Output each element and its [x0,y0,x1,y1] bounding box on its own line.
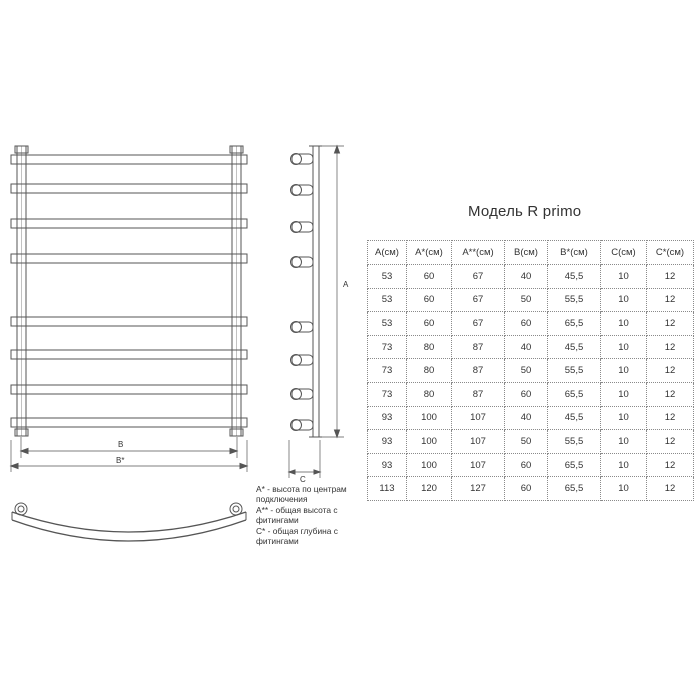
table-cell: 45,5 [548,406,601,430]
table-cell: 67 [452,265,505,289]
table-cell: 45,5 [548,335,601,359]
table-cell: 40 [505,335,548,359]
crossbar [11,418,247,427]
table-cell: 67 [452,312,505,336]
table-cell: 93 [368,406,407,430]
legend-item [256,526,366,547]
table-cell: 53 [368,265,407,289]
table-cell: 12 [647,335,694,359]
table-cell: 100 [407,430,452,454]
table-body [368,265,694,501]
table-row [368,382,694,406]
spec-table [367,240,694,501]
table-cell: 60 [505,382,548,406]
table-row [368,265,694,289]
legend-symbol: A** [256,504,269,515]
table-cell: 87 [452,382,505,406]
table-cell: 12 [647,312,694,336]
table-cell: 100 [407,453,452,477]
table-cell: 12 [647,453,694,477]
column-header: A*(см) [407,241,452,265]
legend-text: - общая глубина с фитингами [256,525,338,547]
table-cell: 10 [601,359,647,383]
table-cell: 60 [505,312,548,336]
table-row [368,312,694,336]
table-header-row [368,241,694,265]
table-cell: 87 [452,335,505,359]
table-row [368,406,694,430]
table-cell: 60 [407,288,452,312]
table-cell: 10 [601,406,647,430]
table-cell: 50 [505,430,548,454]
table-cell: 12 [647,430,694,454]
table-cell: 12 [647,265,694,289]
column-header: A(см) [368,241,407,265]
table-cell: 107 [452,430,505,454]
table-cell: 120 [407,477,452,501]
column-header: C(см) [601,241,647,265]
table-cell: 53 [368,288,407,312]
table-cell: 127 [452,477,505,501]
label-b: B [118,440,124,449]
table-row [368,335,694,359]
legend-symbol: A* [256,484,265,494]
table-cell: 93 [368,453,407,477]
table-cell: 80 [407,335,452,359]
table-cell: 60 [407,312,452,336]
table-cell: 10 [601,382,647,406]
crossbar [11,254,247,263]
model-title: Модель R primo [468,203,582,220]
table-cell: 10 [601,430,647,454]
table-cell: 10 [601,265,647,289]
table-cell: 100 [407,406,452,430]
crossbar [11,184,247,193]
table-cell: 67 [452,288,505,312]
table-cell: 40 [505,265,548,289]
table-cell: 65,5 [548,382,601,406]
label-b-star: B* [116,456,125,465]
column-header: A**(см) [452,241,505,265]
label-a: A [343,280,349,289]
table-cell: 50 [505,288,548,312]
table-cell: 73 [368,335,407,359]
crossbar [11,385,247,394]
side-bar-ends [291,154,314,431]
table-row [368,359,694,383]
table-cell: 12 [647,406,694,430]
crossbars [11,155,247,427]
label-c: C [300,475,306,484]
dimension-b [21,437,237,458]
legend-item [256,505,366,526]
table-cell: 80 [407,359,452,383]
table-cell: 107 [452,406,505,430]
legend-symbol: C* [256,525,266,536]
table-cell: 10 [601,477,647,501]
column-header: B(см) [505,241,548,265]
legend-text: - высота по центрам подключения [256,484,347,505]
table-cell: 73 [368,382,407,406]
crossbar [11,350,247,359]
table-cell: 45,5 [548,265,601,289]
legend-text: - общая высота с фитингами [256,504,338,526]
crossbar [11,317,247,326]
column-header: C*(см) [647,241,694,265]
table-cell: 12 [647,359,694,383]
table-cell: 12 [647,288,694,312]
table-row [368,477,694,501]
table-cell: 55,5 [548,288,601,312]
table-row [368,453,694,477]
table-cell: 80 [407,382,452,406]
table-cell: 60 [505,453,548,477]
table-cell: 65,5 [548,453,601,477]
table-cell: 53 [368,312,407,336]
table-row [368,288,694,312]
column-header: B*(см) [548,241,601,265]
table-cell: 60 [505,477,548,501]
crossbar [11,219,247,228]
table-cell: 10 [601,312,647,336]
table-cell: 73 [368,359,407,383]
table-row [368,430,694,454]
table-cell: 60 [407,265,452,289]
legend-item [256,484,366,505]
table-cell: 55,5 [548,359,601,383]
table-cell: 50 [505,359,548,383]
side-view [289,146,344,478]
legend [256,484,366,546]
top-view [12,503,246,541]
side-post [313,146,319,437]
dimension-b-star [11,440,247,472]
table-cell: 113 [368,477,407,501]
table-cell: 55,5 [548,430,601,454]
crossbar [11,155,247,164]
table-cell: 87 [452,359,505,383]
table-cell: 93 [368,430,407,454]
table-cell: 10 [601,453,647,477]
table-cell: 40 [505,406,548,430]
table-cell: 12 [647,382,694,406]
table-cell: 12 [647,477,694,501]
table-cell: 65,5 [548,477,601,501]
table-cell: 107 [452,453,505,477]
table-cell: 10 [601,288,647,312]
table-cell: 10 [601,335,647,359]
table-cell: 65,5 [548,312,601,336]
